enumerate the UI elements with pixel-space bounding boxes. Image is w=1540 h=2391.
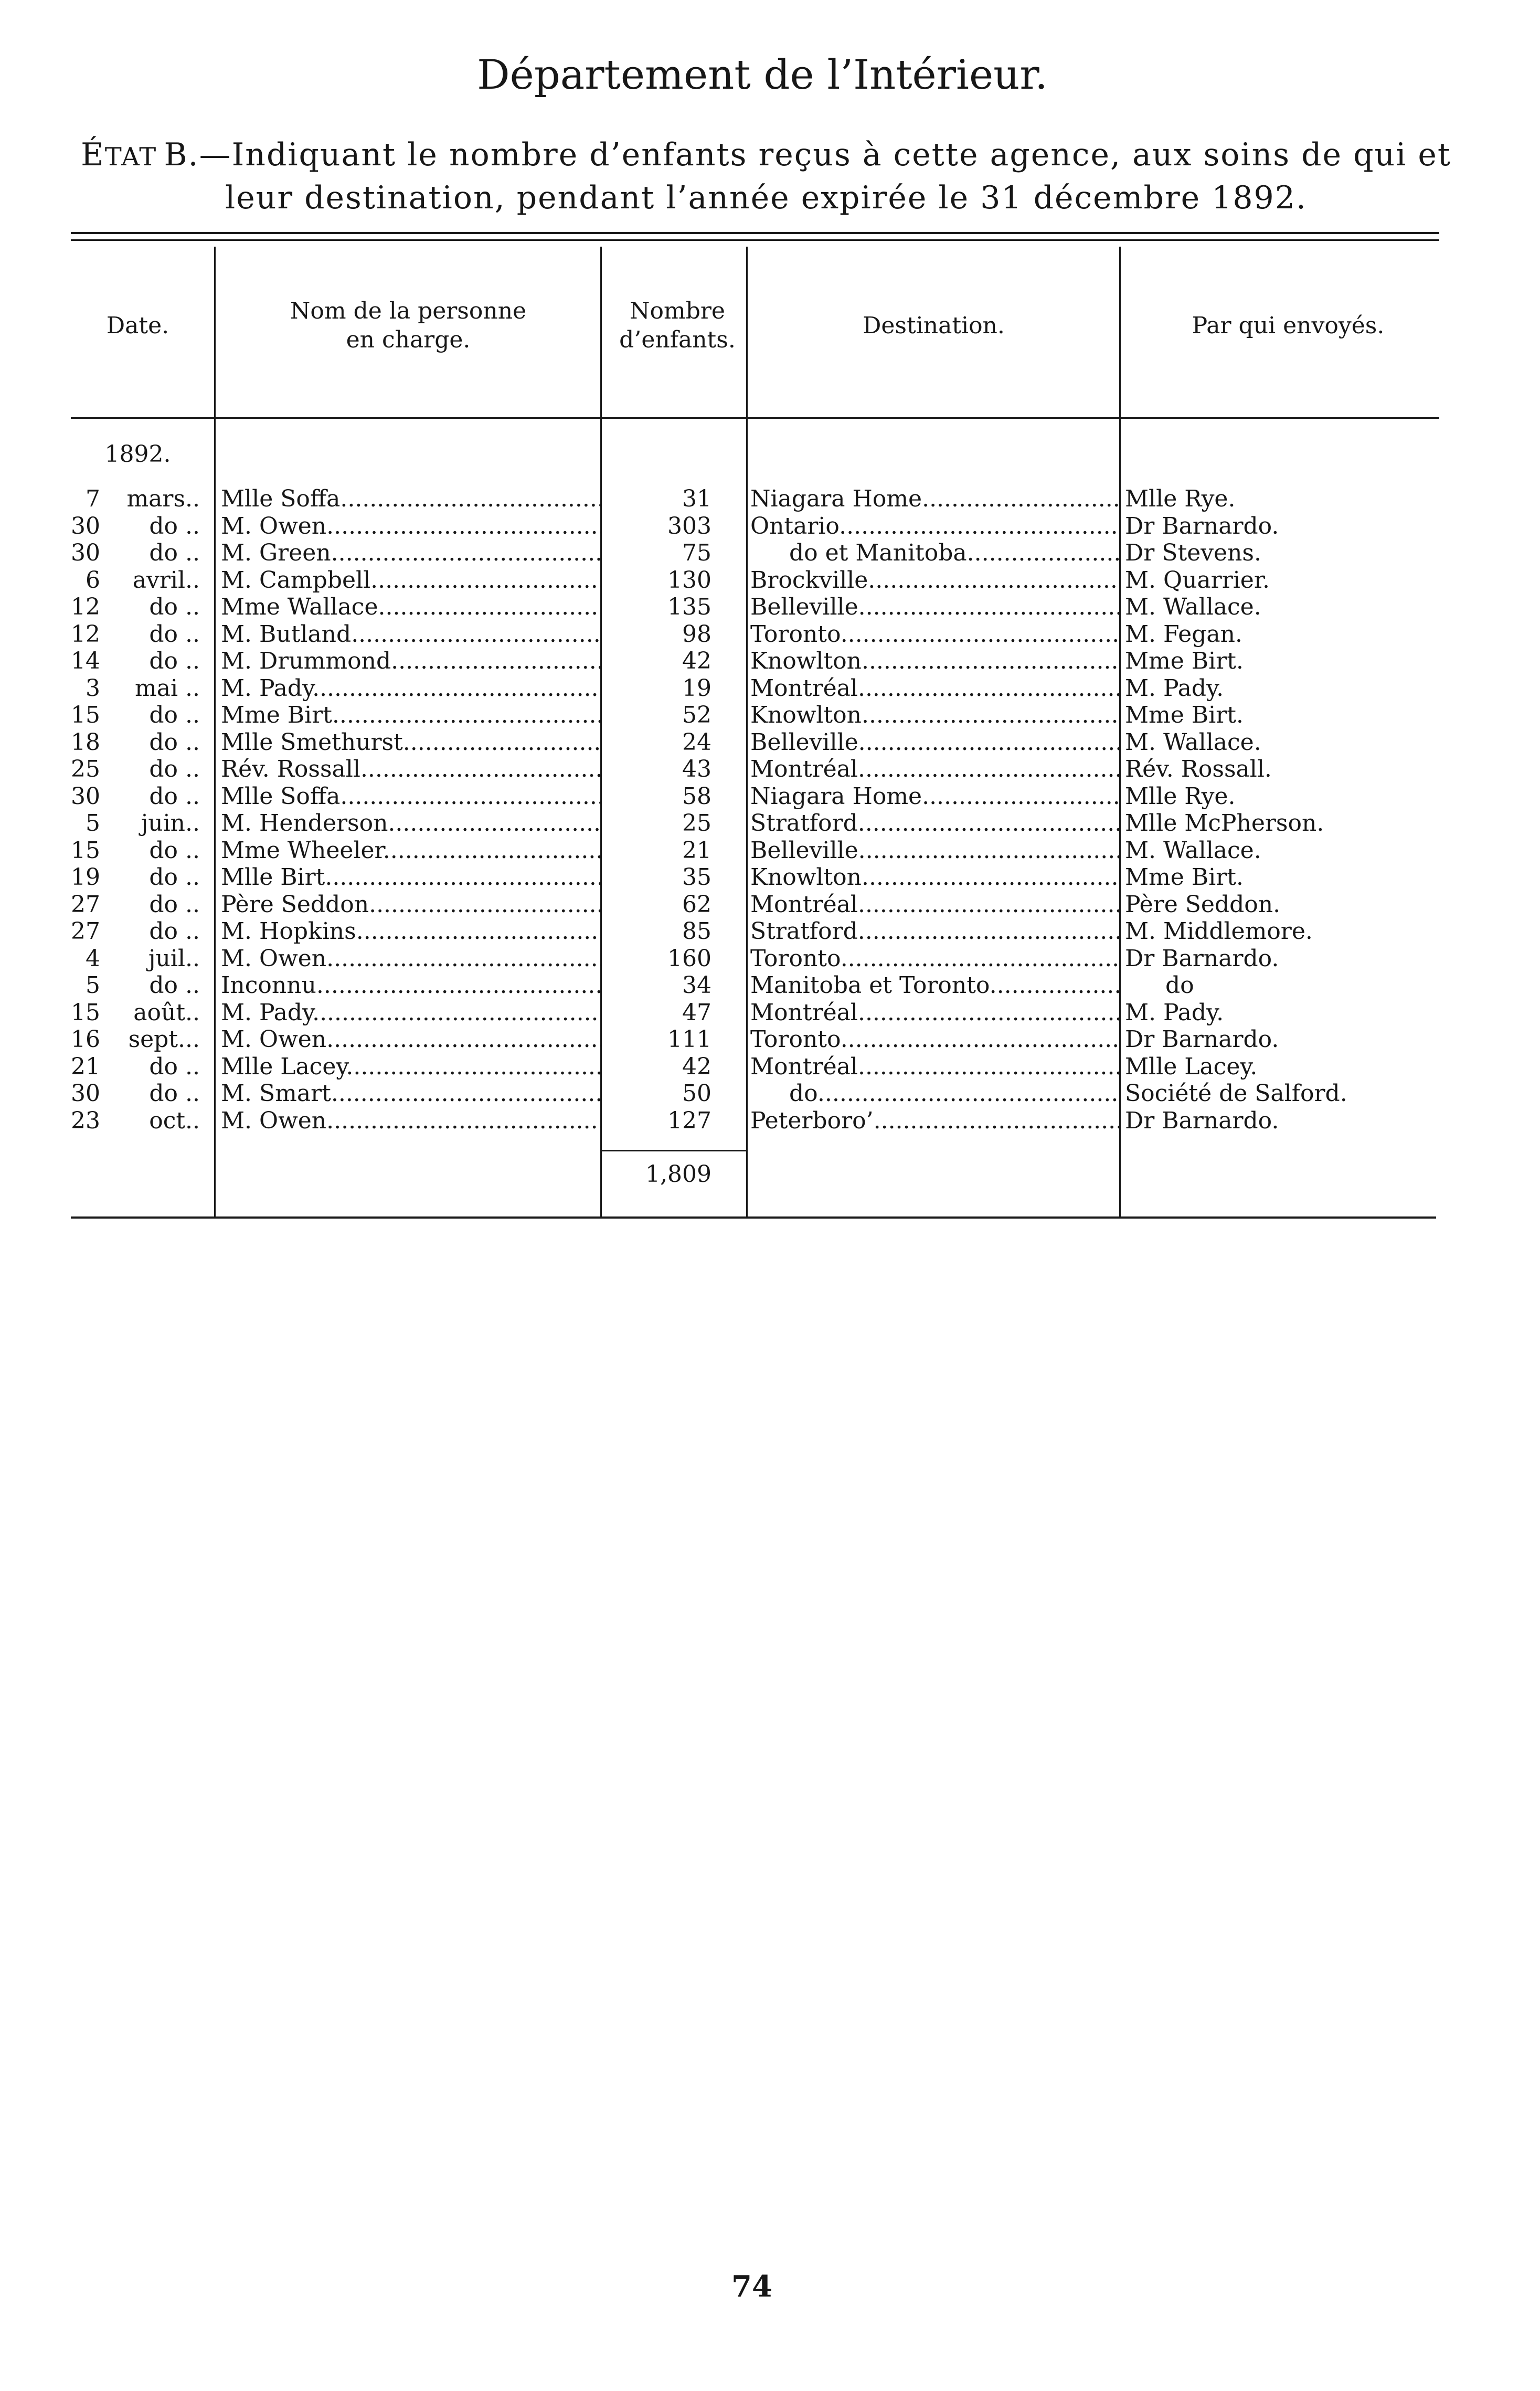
date-month: do .. — [149, 728, 200, 756]
table-row — [71, 810, 1439, 837]
destination: Stratford ..... — [747, 918, 1120, 945]
person-in-charge: Rév. Rossall ..... — [215, 756, 601, 783]
bottom-rule — [71, 1216, 1436, 1219]
sent-by: Mme Birt. — [1125, 864, 1244, 891]
date-day: 5 — [86, 972, 100, 999]
sent-by: M. Wallace. — [1125, 837, 1261, 864]
date-cell — [71, 918, 215, 945]
date-cell — [71, 810, 215, 837]
date-day: 21 — [71, 1053, 100, 1080]
children-count: 135 — [667, 594, 711, 620]
date-cell — [71, 1107, 215, 1135]
date-cell — [71, 837, 215, 864]
destination: Montréal ..... — [747, 675, 1120, 702]
date-day: 16 — [71, 1026, 100, 1053]
date-day: 30 — [71, 539, 100, 566]
date-day: 23 — [71, 1107, 100, 1134]
children-count: 21 — [682, 837, 711, 864]
destination: Niagara Home ..... — [747, 783, 1120, 810]
date-day: 5 — [86, 810, 100, 837]
sent-by: Dr Barnardo. — [1125, 512, 1279, 539]
table-row — [71, 513, 1439, 540]
column-header-date-label: Date. — [106, 312, 169, 339]
table-row — [71, 1026, 1439, 1053]
date-cell — [71, 729, 215, 756]
sent-by: Mlle McPherson. — [1125, 810, 1324, 837]
column-header-destination — [747, 286, 1120, 365]
destination: do ..... — [747, 1080, 1120, 1107]
person-in-charge: M. Owen ..... — [215, 1026, 601, 1053]
destination: Belleville ..... — [747, 594, 1120, 621]
date-day: 15 — [71, 999, 100, 1026]
date-day: 15 — [71, 702, 100, 728]
sent-by: Dr Barnardo. — [1125, 945, 1279, 972]
sent-by: M. Wallace. — [1125, 594, 1261, 620]
date-month: do .. — [149, 702, 200, 728]
person-in-charge: Mlle Soffa ..... — [215, 485, 601, 513]
column-header-count-line-2: d’enfants. — [619, 326, 736, 353]
person-in-charge: M. Owen ..... — [215, 1107, 601, 1135]
sent-by: Rév. Rossall. — [1125, 756, 1272, 782]
date-cell — [71, 702, 215, 729]
destination: Knowlton ..... — [747, 864, 1120, 891]
top-rule-outer — [71, 232, 1439, 234]
person-in-charge: Mme Wheeler ..... — [215, 837, 601, 864]
date-cell — [71, 972, 215, 999]
sent-by: Mlle Rye. — [1125, 485, 1236, 512]
date-day: 15 — [71, 837, 100, 864]
table-row — [71, 675, 1439, 702]
date-month: avril.. — [132, 566, 200, 594]
date-month: oct.. — [149, 1107, 200, 1134]
table-row — [71, 972, 1439, 999]
column-header-count-line-1: Nombre — [630, 298, 725, 324]
person-in-charge: M. Owen ..... — [215, 945, 601, 972]
table-caption — [71, 134, 1461, 218]
destination: Manitoba et Toronto ..... — [747, 972, 1120, 999]
table-row — [71, 702, 1439, 729]
children-count: 130 — [667, 566, 711, 594]
children-count: 31 — [682, 485, 711, 512]
sent-by: Dr Barnardo. — [1125, 1026, 1279, 1053]
column-header-person-line-1: Nom de la personne — [290, 298, 527, 324]
date-day: 12 — [71, 594, 100, 620]
date-cell — [71, 539, 215, 567]
sent-by: Père Seddon. — [1125, 891, 1281, 918]
table-row — [71, 837, 1439, 864]
header-rule — [71, 417, 1439, 419]
table-row — [71, 539, 1439, 567]
column-header-date — [71, 286, 205, 365]
person-in-charge: M. Hopkins ..... — [215, 918, 601, 945]
person-in-charge: Mme Birt ..... — [215, 702, 601, 729]
children-total: 1,809 — [645, 1161, 711, 1188]
date-day: 4 — [86, 945, 100, 972]
sent-by: Mme Birt. — [1125, 702, 1244, 728]
children-count: 98 — [682, 620, 711, 648]
column-header-person-line-2: en charge. — [346, 326, 471, 353]
date-month: do .. — [149, 1053, 200, 1080]
destination: Belleville ..... — [747, 837, 1120, 864]
caption-line-1 — [71, 134, 1461, 177]
date-cell — [71, 864, 215, 891]
date-month: sept... — [128, 1026, 200, 1053]
person-in-charge: M. Owen ..... — [215, 513, 601, 540]
column-header-sender-label: Par qui envoyés. — [1192, 312, 1385, 339]
date-month: do .. — [149, 512, 200, 539]
date-month: do .. — [149, 620, 200, 648]
table-body — [71, 485, 1439, 1134]
table-row — [71, 918, 1439, 945]
sent-by: M. Wallace. — [1125, 728, 1261, 756]
children-count: 25 — [682, 810, 711, 837]
table-row — [71, 756, 1439, 783]
date-month: do .. — [149, 837, 200, 864]
sent-by: M. Middlemore. — [1125, 918, 1313, 945]
sent-by: Mme Birt. — [1125, 648, 1244, 674]
person-in-charge: M. Campbell ..... — [215, 567, 601, 594]
sent-by: do — [1165, 972, 1194, 999]
person-in-charge: Mlle Soffa ..... — [215, 783, 601, 810]
children-count: 52 — [682, 702, 711, 728]
children-count: 19 — [682, 674, 711, 702]
destination: Montréal ..... — [747, 1053, 1120, 1081]
page-number: 74 — [731, 2269, 772, 2304]
date-day: 19 — [71, 864, 100, 891]
children-count: 75 — [682, 539, 711, 566]
column-header-destination-label: Destination. — [863, 312, 1005, 339]
table-row — [71, 729, 1439, 756]
date-cell — [71, 999, 215, 1027]
date-day: 6 — [86, 566, 100, 594]
destination: Stratford ..... — [747, 810, 1120, 837]
destination: Knowlton ..... — [747, 648, 1120, 675]
table-row — [71, 594, 1439, 621]
date-cell — [71, 567, 215, 594]
date-month: do .. — [149, 648, 200, 674]
table-row — [71, 891, 1439, 918]
date-day: 14 — [71, 648, 100, 674]
date-month: juil.. — [148, 945, 200, 972]
table-row — [71, 648, 1439, 675]
table-row — [71, 945, 1439, 972]
date-day: 7 — [86, 485, 100, 512]
sent-by: M. Pady. — [1125, 674, 1224, 702]
destination: Peterboro’ ..... — [747, 1107, 1120, 1135]
date-cell — [71, 594, 215, 621]
column-header-count — [601, 286, 753, 365]
top-rule-inner — [71, 239, 1439, 241]
date-month: do .. — [149, 594, 200, 620]
date-cell — [71, 1080, 215, 1107]
children-count: 160 — [667, 945, 711, 972]
date-month: mars.. — [126, 485, 200, 512]
date-cell — [71, 648, 215, 675]
sent-by: Dr Barnardo. — [1125, 1107, 1279, 1134]
sent-by: M. Quarrier. — [1125, 566, 1270, 594]
children-count: 42 — [682, 1053, 711, 1080]
table-row — [71, 621, 1439, 648]
children-count: 47 — [682, 999, 711, 1026]
table-row — [71, 999, 1439, 1027]
column-header-sender — [1120, 286, 1456, 365]
sent-by: Mlle Lacey. — [1125, 1053, 1258, 1080]
date-month: août.. — [133, 999, 200, 1026]
destination: Montréal ..... — [747, 756, 1120, 783]
date-day: 30 — [71, 782, 100, 810]
person-in-charge: Mlle Smethurst ..... — [215, 729, 601, 756]
children-count: 50 — [682, 1080, 711, 1107]
person-in-charge: Père Seddon ..... — [215, 891, 601, 918]
children-count: 42 — [682, 648, 711, 674]
person-in-charge: Mlle Lacey ..... — [215, 1053, 601, 1081]
destination: Toronto ..... — [747, 621, 1120, 648]
person-in-charge: M. Henderson ..... — [215, 810, 601, 837]
date-month: do .. — [149, 782, 200, 810]
date-day: 18 — [71, 728, 100, 756]
children-count: 35 — [682, 864, 711, 891]
person-in-charge: M. Smart ..... — [215, 1080, 601, 1107]
date-day: 25 — [71, 756, 100, 782]
date-month: juin.. — [141, 810, 200, 837]
person-in-charge: Inconnu ..... — [215, 972, 601, 999]
date-day: 12 — [71, 620, 100, 648]
date-cell — [71, 1026, 215, 1053]
children-count: 127 — [667, 1107, 711, 1134]
destination: Montréal ..... — [747, 891, 1120, 918]
caption-line-2: leur destination, pendant l’année expirée le 31 décembre 1892. — [225, 179, 1307, 216]
children-count: 303 — [667, 512, 711, 539]
date-month: mai .. — [135, 674, 200, 702]
person-in-charge: M. Pady ..... — [215, 999, 601, 1027]
table-row — [71, 485, 1439, 513]
date-cell — [71, 675, 215, 702]
destination: Niagara Home ..... — [747, 485, 1120, 513]
caption-state-label: ÉTAT — [80, 136, 157, 173]
date-month: do .. — [149, 539, 200, 566]
date-cell — [71, 783, 215, 810]
sent-by: M. Fegan. — [1125, 620, 1242, 648]
column-header-person — [215, 286, 601, 365]
destination: Brockville ..... — [747, 567, 1120, 594]
date-month: do .. — [149, 972, 200, 999]
date-day: 30 — [71, 1080, 100, 1107]
year-label: 1892. — [104, 441, 171, 468]
date-day: 3 — [86, 674, 100, 702]
date-month: do .. — [149, 891, 200, 918]
table-row — [71, 864, 1439, 891]
destination: do et Manitoba ..... — [747, 539, 1120, 567]
date-cell — [71, 621, 215, 648]
date-cell — [71, 1053, 215, 1081]
page-title: Département de l’Intérieur. — [477, 51, 1048, 99]
person-in-charge: Mlle Birt ..... — [215, 864, 601, 891]
caption-text: B.—Indiquant le nombre d’enfants reçus à cette agence, aux soins de qui et — [164, 136, 1452, 173]
date-month: do .. — [149, 1080, 200, 1107]
person-in-charge: M. Green ..... — [215, 539, 601, 567]
children-count: 24 — [682, 728, 711, 756]
children-count: 85 — [682, 918, 711, 945]
sent-by: Dr Stevens. — [1125, 539, 1261, 566]
person-in-charge: Mme Wallace ..... — [215, 594, 601, 621]
date-month: do .. — [149, 918, 200, 945]
children-count: 111 — [667, 1026, 711, 1053]
date-month: do .. — [149, 756, 200, 782]
table-row — [71, 783, 1439, 810]
table-row — [71, 1053, 1439, 1081]
date-day: 27 — [71, 918, 100, 945]
destination: Ontario ..... — [747, 513, 1120, 540]
sent-by: Société de Salford. — [1125, 1080, 1347, 1107]
destination: Toronto ..... — [747, 945, 1120, 972]
children-count: 34 — [682, 972, 711, 999]
date-cell — [71, 756, 215, 783]
destination: Belleville ..... — [747, 729, 1120, 756]
date-day: 27 — [71, 891, 100, 918]
person-in-charge: M. Pady ..... — [215, 675, 601, 702]
person-in-charge: M. Butland ..... — [215, 621, 601, 648]
destination: Knowlton ..... — [747, 702, 1120, 729]
date-cell — [71, 485, 215, 513]
children-count: 62 — [682, 891, 711, 918]
date-cell — [71, 891, 215, 918]
total-rule — [601, 1150, 747, 1151]
date-cell — [71, 513, 215, 540]
children-count: 43 — [682, 756, 711, 782]
sent-by: Mlle Rye. — [1125, 782, 1236, 810]
destination: Montréal ..... — [747, 999, 1120, 1027]
destination: Toronto ..... — [747, 1026, 1120, 1053]
table-row — [71, 567, 1439, 594]
date-cell — [71, 945, 215, 972]
children-count: 58 — [682, 782, 711, 810]
table-row — [71, 1080, 1439, 1107]
date-month: do .. — [149, 864, 200, 891]
person-in-charge: M. Drummond ..... — [215, 648, 601, 675]
date-day: 30 — [71, 512, 100, 539]
sent-by: M. Pady. — [1125, 999, 1224, 1026]
table-row — [71, 1107, 1439, 1135]
